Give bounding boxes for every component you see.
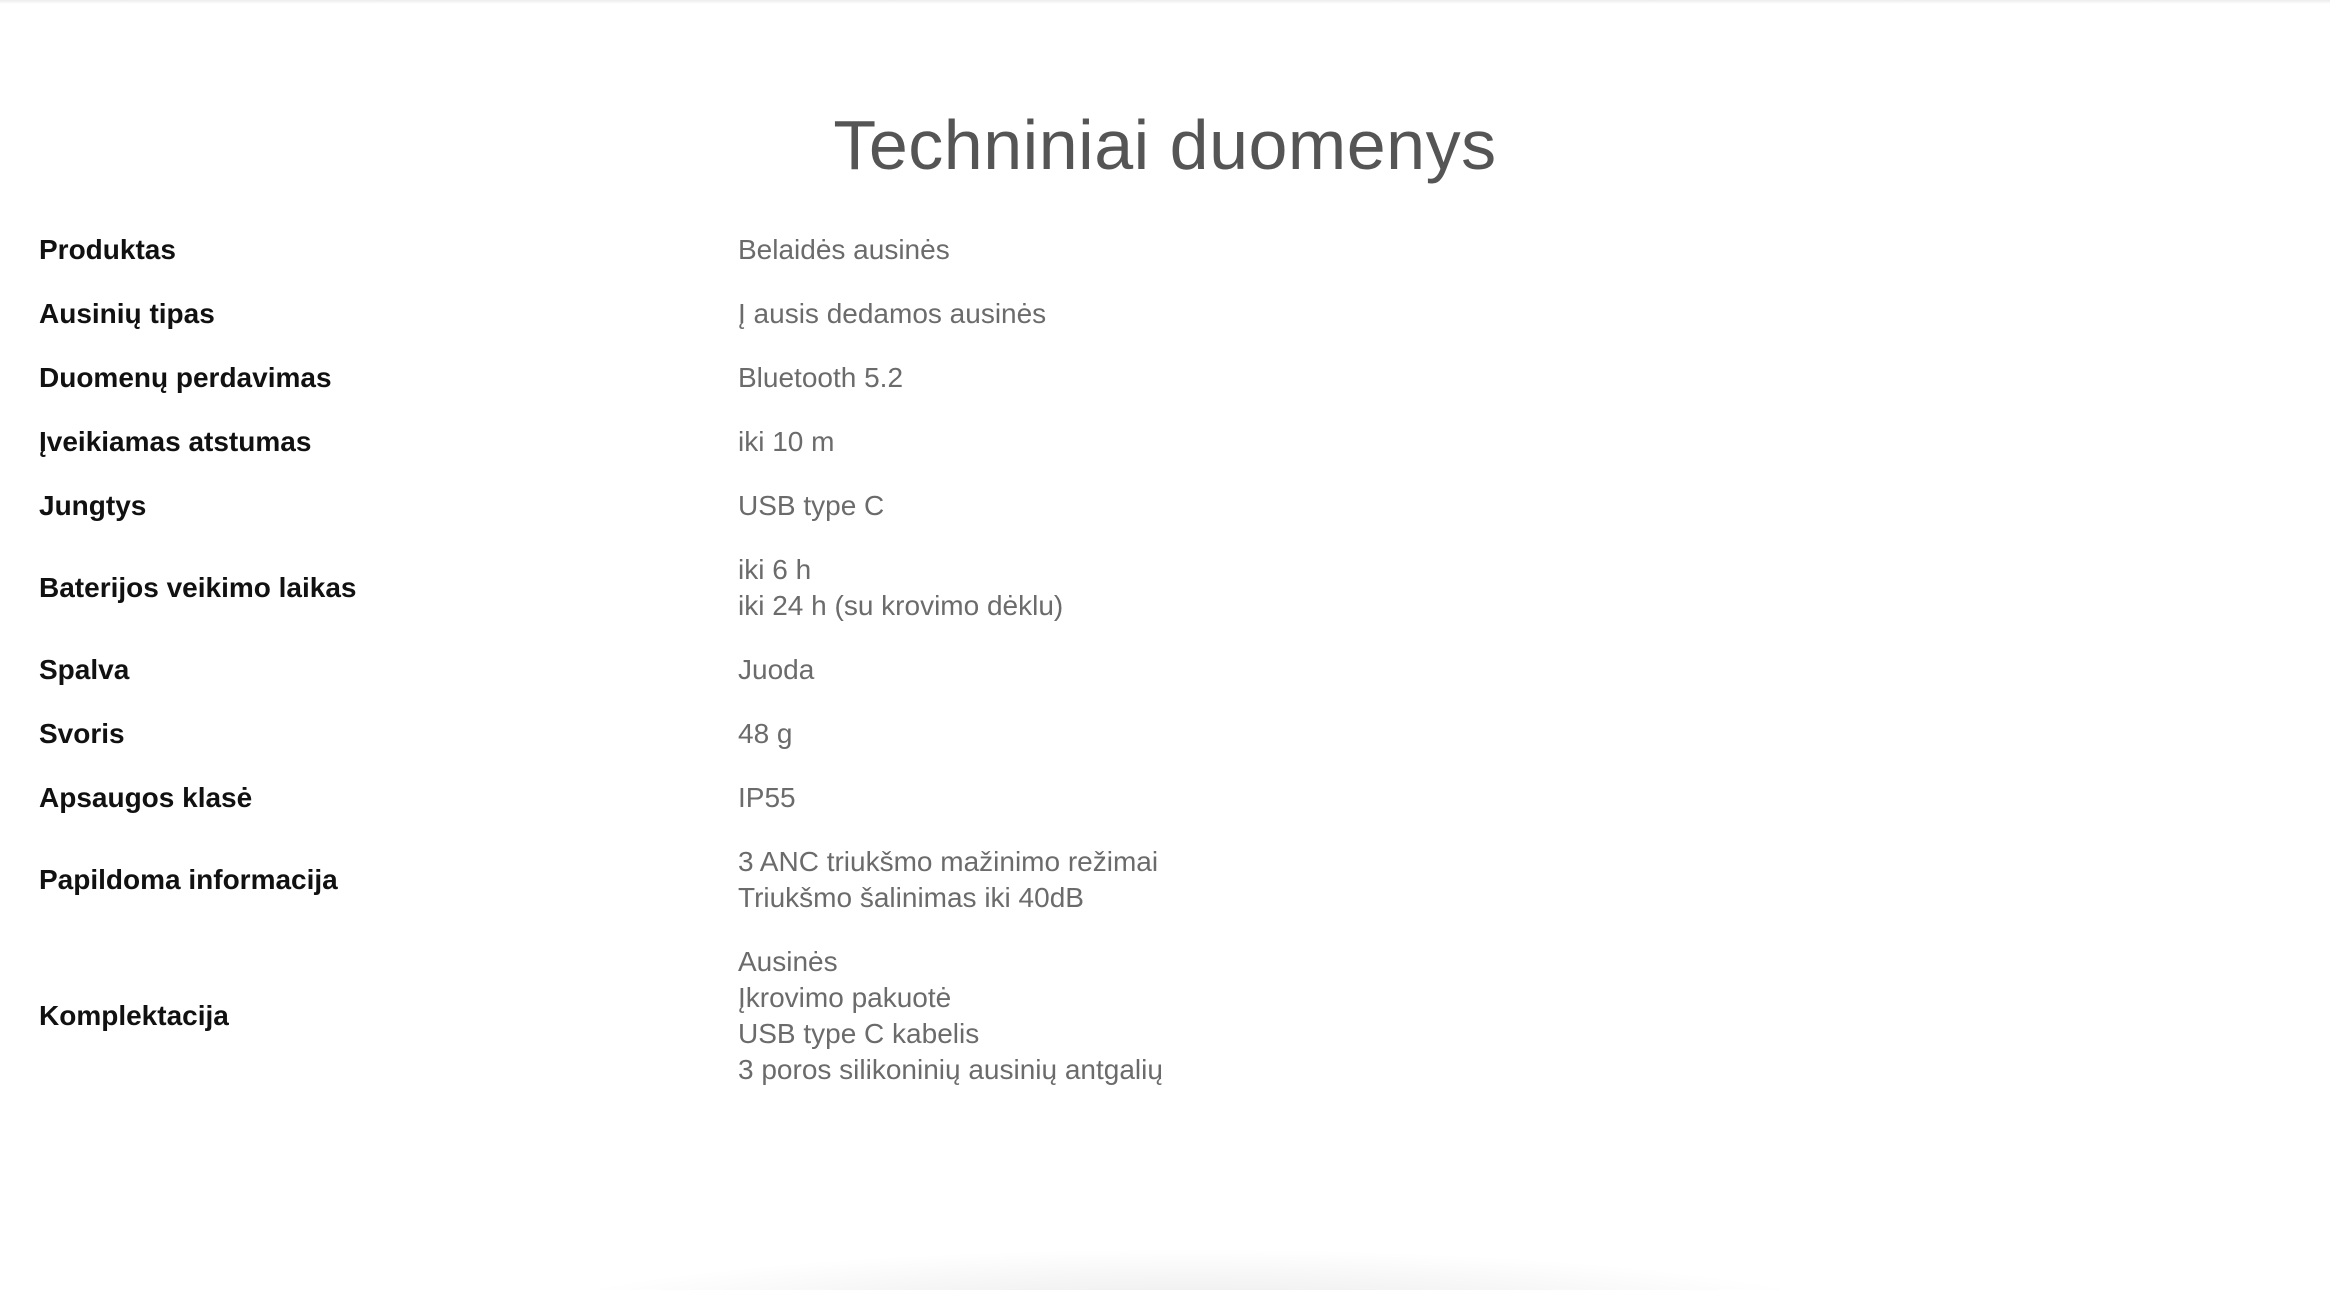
spec-value-line: iki 6 h [738,554,812,585]
spec-value [738,944,2289,1088]
spec-value [738,488,2289,524]
spec-value [738,424,2289,460]
spec-label: Ausinių tipas [39,298,215,329]
spec-value-line: Juoda [738,654,815,685]
spec-value-line: Belaidės ausinės [738,234,950,265]
spec-label: Apsaugos klasė [39,782,253,813]
spec-value-line: IP55 [738,782,796,813]
spec-row-komplektacija [39,930,2289,1102]
spec-label: Papildoma informacija [39,864,338,895]
spec-value [738,360,2289,396]
spec-label: Produktas [39,234,176,265]
top-divider [0,0,2330,4]
spec-label: Duomenų perdavimas [39,362,332,393]
spec-value-line: Įkrovimo pakuotė [738,982,952,1013]
spec-value [738,232,2289,268]
spec-label: Spalva [39,654,130,685]
sticky-bar-shadow [500,1250,1880,1290]
spec-value [738,652,2289,688]
spec-value-line: iki 24 h (su krovimo dėklu) [738,590,1064,621]
spec-row-svoris [39,702,2289,766]
spec-value-line: iki 10 m [738,426,835,457]
spec-value-line: Ausinės [738,946,838,977]
spec-value-line: 3 ANC triukšmo mažinimo režimai [738,846,1159,877]
spec-value [738,844,2289,916]
spec-row-ausiniu-tipas [39,282,2289,346]
spec-value-line: 3 poros silikoninių ausinių antgalių [738,1054,1163,1085]
spec-label: Svoris [39,718,125,749]
spec-label: Jungtys [39,490,147,521]
spec-label: Įveikiamas atstumas [39,426,312,457]
spec-value [738,552,2289,624]
spec-label: Baterijos veikimo laikas [39,572,357,603]
spec-row-produktas [39,218,2289,282]
spec-row-iveikiamas-atstumas [39,410,2289,474]
spec-value-line: Triukšmo šalinimas iki 40dB [738,882,1084,913]
spec-row-apsaugos-klase [39,766,2289,830]
spec-value-line: USB type C [738,490,885,521]
spec-value [738,716,2289,752]
spec-value-line: Bluetooth 5.2 [738,362,904,393]
section-title: Techniniai duomenys [833,106,1497,184]
spec-value [738,296,2289,332]
spec-row-baterijos-veikimo-laikas [39,538,2289,638]
spec-table [39,218,2289,1102]
spec-row-papildoma-informacija [39,830,2289,930]
spec-row-spalva [39,638,2289,702]
spec-label: Komplektacija [39,1000,229,1031]
spec-row-jungtys [39,474,2289,538]
spec-value-line: 48 g [738,718,793,749]
spec-row-duomenu-perdavimas [39,346,2289,410]
spec-value-line: USB type C kabelis [738,1018,980,1049]
spec-value [738,780,2289,816]
spec-value-line: Į ausis dedamos ausinės [738,298,1047,329]
